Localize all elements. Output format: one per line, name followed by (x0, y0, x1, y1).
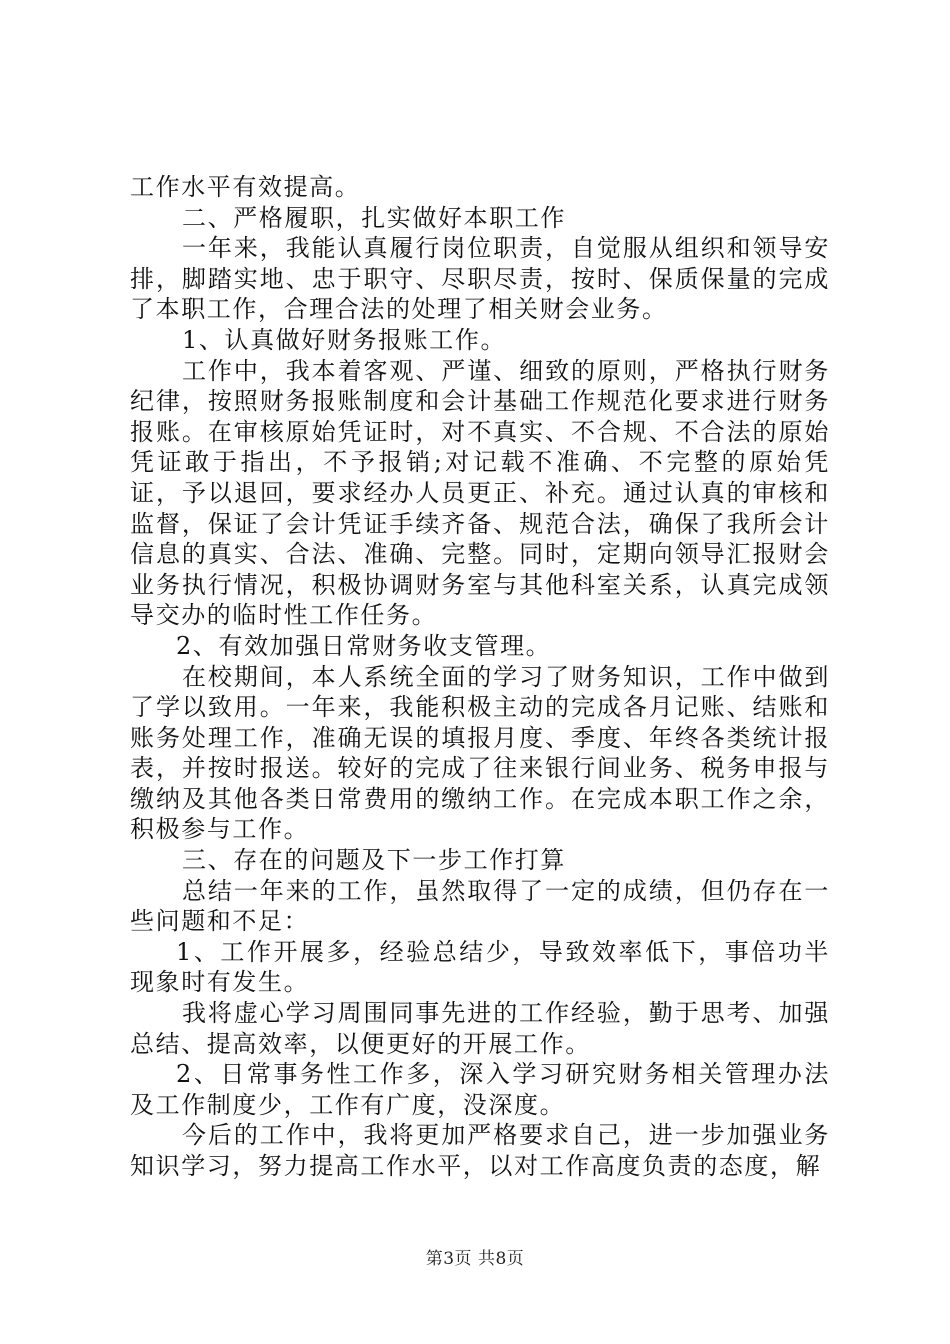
document-paragraph: 2、日常事务性工作多，深入学习研究财务相关管理办法及工作制度少，工作有广度，没深度。 (130, 1060, 830, 1119)
document-paragraph: 1、工作开展多，经验总结少，导致效率低下，事倍功半现象时有发生。 (130, 937, 830, 997)
document-paragraph: 一年来，我能认真履行岗位职责，自觉服从组织和领导安排，脚踏实地、忠于职守、尽职尽责，按时、保质保量的完成了本职工作，合理合法的处理了相关财会业务。 (130, 234, 830, 324)
document-paragraph: 1、认真做好财务报账工作。 (182, 325, 507, 354)
document-paragraph: 今后的工作中，我将更加严格要求自己，进一步加强业务知识学习，努力提高工作水平，以对工作高度负责的态度，解 (130, 1121, 830, 1180)
document-paragraph: 我将虚心学习周围同事先进的工作经验，勤于思考、加强总结、提高效率，以便更好的开展工作。 (130, 999, 830, 1058)
document-paragraph: 工作中，我本着客观、严谨、细致的原则，严格执行财务纪律，按照财务报账制度和会计基础工作规范化要求进行财务报账。在审核原始凭证时，对不真实、不合规、不合法的原始凭证敢于指出，不予报销;对记载不准确、不完整的原始凭证，予以退回，要求经办人员更正、补充。通过认真的审核和监督，保证了会计凭证手续齐备、规范合法，确保了我所会计信息的真实、合法、准确、完整。同时，定期向领导汇报财会业务执行情况，积极协调财务室与其他科室关系，认真完成领导交办的临时性工作任务。 (130, 356, 830, 630)
document-body (130, 172, 830, 1182)
document-paragraph: 三、存在的问题及下一步工作打算 (182, 846, 566, 875)
page-footer: 第3页 共8页 (425, 1249, 525, 1269)
document-paragraph: 2、有效加强日常财务收支管理。 (176, 631, 552, 660)
document-paragraph: 二、严格履职，扎实做好本职工作 (182, 203, 566, 232)
document-paragraph: 在校期间，本人系统全面的学习了财务知识，工作中做到了学以致用。一年来，我能积极主动的完成各月记账、结账和账务处理工作，准确无误的填报月度、季度、年终各类统计报表，并按时报送。较好的完成了往来银行间业务、税务申报与缴纳及其他各类日常费用的缴纳工作。在完成本职工作之余，积极参与工作。 (130, 662, 830, 844)
document-paragraph: 总结一年来的工作，虽然取得了一定的成绩，但仍存在一些问题和不足： (130, 876, 830, 936)
document-paragraph: 工作水平有效提高。 (130, 173, 361, 201)
